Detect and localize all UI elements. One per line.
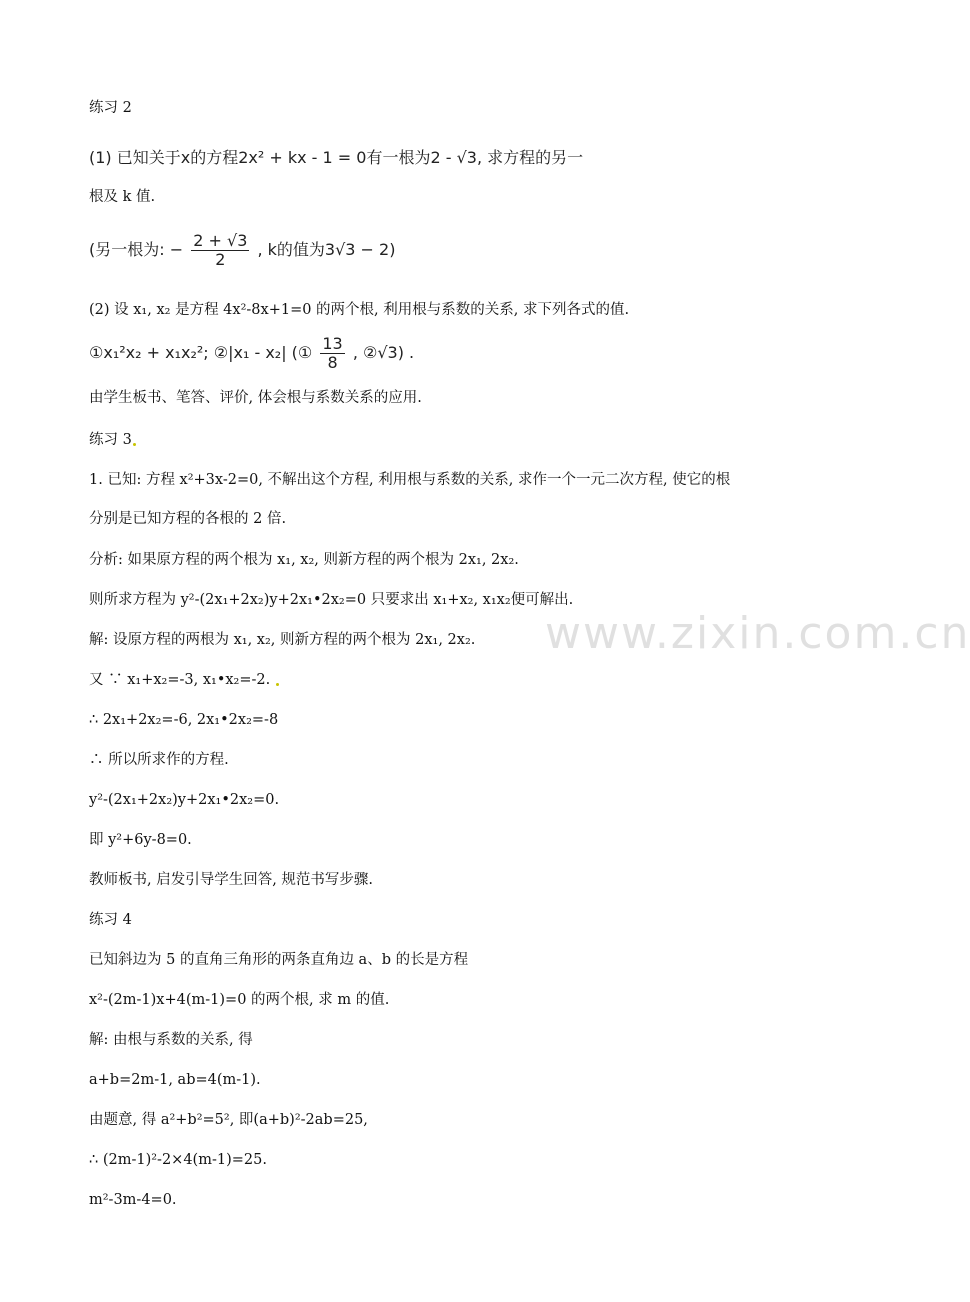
ex3-problem-line-2: 分别是已知方程的各根的 2 倍. [89, 511, 287, 527]
ex4-solution-1: 解: 由根与系数的关系, 得 [89, 1032, 253, 1048]
ans-numerator: 2 + √3 [193, 231, 248, 250]
ex4-solution-4: ∴ (2m-1)²-2×4(m-1)=25. [89, 1152, 267, 1168]
ex3-analysis-2: 则所求方程为 y²-(2x₁+2x₂)y+2x₁•2x₂=0 只要求出 x₁+x₂, x₁x₂便可解出. [89, 592, 574, 608]
exercise-3-heading: 练习 3 [89, 430, 137, 450]
q2-expr-suffix: , ②√3) . [352, 343, 415, 362]
ex3-equation-1: y²-(2x₁+2x₂)y+2x₁•2x₂=0. [89, 792, 280, 808]
ex2-question-1-cont: 根及 k 值. [89, 189, 156, 205]
q2-denominator: 8 [327, 353, 338, 372]
exercise-4-heading: 练习 4 [89, 912, 132, 928]
ex4-problem-line-1: 已知斜边为 5 的直角三角形的两条直角边 a、b 的长是方程 [89, 952, 469, 968]
ex4-problem-line-2: x²-(2m-1)x+4(m-1)=0 的两个根, 求 m 的值. [89, 992, 390, 1008]
ex2-answer-1 [89, 232, 395, 269]
ex4-solution-3: 由题意, 得 a²+b²=5², 即(a+b)²-2ab=25, [89, 1112, 368, 1128]
marker-dot [133, 443, 136, 446]
ex3-problem-line-1: 1. 已知: 方程 x²+3x-2=0, 不解出这个方程, 利用根与系数的关系, 求作一个一元二次方程, 使它的根 [89, 472, 731, 488]
ex2-question-2-expr [89, 335, 414, 372]
ex4-solution-5: m²-3m-4=0. [89, 1192, 177, 1208]
ex3-since: 又 ∵ x₁+x₂=-3, x₁•x₂=-2. [89, 670, 280, 690]
ans-suffix: , k的值为3√3 − 2) [257, 240, 396, 259]
ans-fraction [191, 232, 249, 269]
ex2-question-2: (2) 设 x₁, x₂ 是方程 4x²-8x+1=0 的两个根, 利用根与系数的关系, 求下列各式的值. [89, 302, 630, 318]
q2-numerator: 13 [322, 334, 343, 353]
ex2-note: 由学生板书、笔答、评价, 体会根与系数关系的应用. [89, 390, 422, 406]
ex3-note: 教师板书, 启发引导学生回答, 规范书写步骤. [89, 872, 374, 888]
ex4-solution-2: a+b=2m-1, ab=4(m-1). [89, 1072, 261, 1088]
ex3-therefore-2: ∴ 所以所求作的方程. [89, 752, 229, 768]
ex3-analysis: 分析: 如果原方程的两个根为 x₁, x₂, 则新方程的两个根为 2x₁, 2x₂. [89, 552, 519, 568]
q2-expr-prefix: ①x₁²x₂ + x₁x₂²; ②|x₁ - x₂| (① [89, 343, 313, 362]
ans-denominator: 2 [215, 250, 226, 269]
watermark: www.zixin.com.cn [545, 608, 970, 659]
exercise-2-heading: 练习 2 [89, 100, 132, 116]
ex3-equation-2: 即 y²+6y-8=0. [89, 832, 192, 848]
q2-fraction [320, 335, 344, 372]
ex2-question-1: (1) 已知关于x的方程2x² + kx - 1 = 0有一根为2 - √3, 求方程的另一 [89, 148, 584, 167]
ans-prefix: (另一根为: − [89, 240, 184, 259]
marker-dot [276, 683, 279, 686]
ex3-therefore-1: ∴ 2x₁+2x₂=-6, 2x₁•2x₂=-8 [89, 712, 279, 728]
ex3-solution: 解: 设原方程的两根为 x₁, x₂, 则新方程的两个根为 2x₁, 2x₂. [89, 632, 476, 648]
